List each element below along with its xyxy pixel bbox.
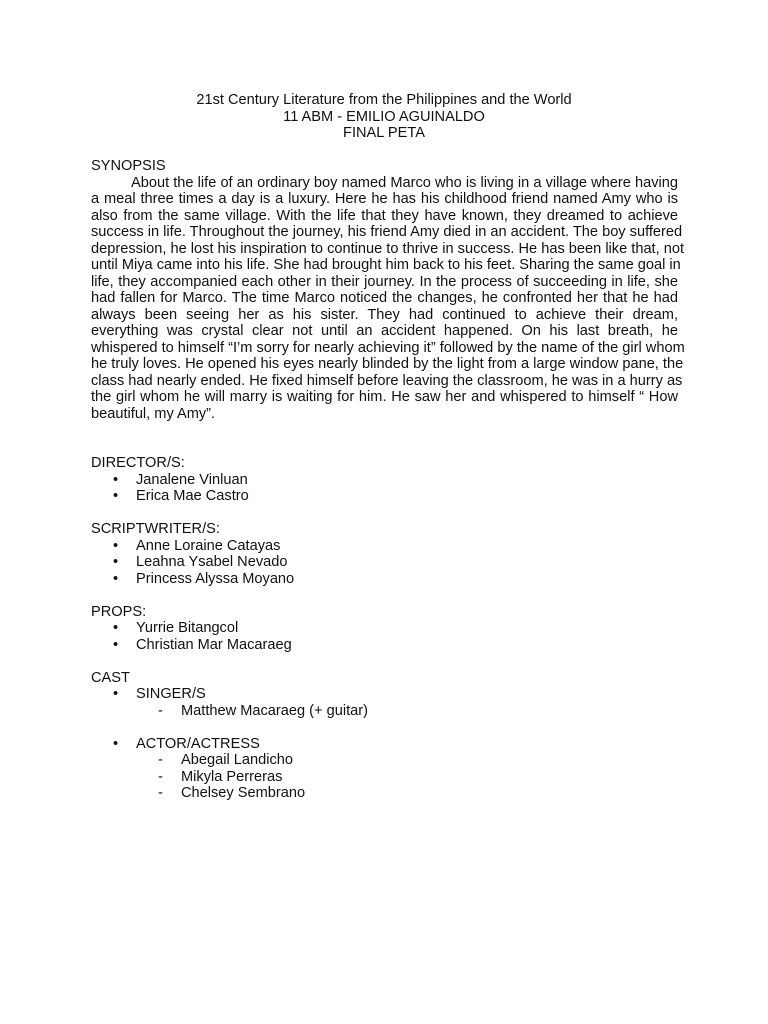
- synopsis-line: About the life of an ordinary boy named Marco who is living in a village where having: [131, 174, 678, 191]
- synopsis-line: life, they accompanied each other in their journey. In the process of succeeding in life, she: [91, 273, 678, 290]
- synopsis-line: success in life. Throughout the journey, his friend Amy died in an accident. The boy suffered: [91, 224, 683, 240]
- list-item: • Leahna Ysabel Nevado: [113, 554, 288, 570]
- bullet-icon: •: [113, 620, 119, 636]
- bullet-icon: •: [113, 636, 119, 653]
- dash-icon: -: [158, 768, 163, 785]
- dash-icon: -: [158, 702, 163, 719]
- dash-icon: -: [158, 752, 163, 768]
- synopsis-line: whispered to himself “I’m sorry for nearly achieving it” followed by the name of the girl whom: [91, 339, 685, 356]
- directors-heading: DIRECTOR/S:: [91, 455, 185, 471]
- section-name: 11 ABM - EMILIO AGUINALDO: [283, 108, 485, 125]
- synopsis-line: he truly loves. He opened his eyes nearly blinded by the light from a large window pane, the: [91, 356, 684, 372]
- dash-icon: -: [158, 785, 163, 801]
- assignment-title: FINAL PETA: [343, 125, 425, 141]
- singers-label: • SINGER/S: [113, 686, 206, 702]
- list-item: - Chelsey Sembrano: [158, 785, 306, 801]
- list-item: • Yurrie Bitangcol: [113, 620, 239, 636]
- synopsis-line: had fallen for Marco. The time Marco noticed the changes, he confronted her that he had: [91, 290, 678, 306]
- bullet-icon: •: [113, 570, 119, 587]
- document-body: [91, 158, 685, 802]
- actors-list: [91, 752, 678, 802]
- synopsis-line: depression, he lost his inspiration to continue to thrive in success. He has been like that, not: [91, 240, 685, 257]
- scriptwriters-list: [91, 538, 678, 588]
- synopsis-heading: SYNOPSIS: [91, 158, 166, 174]
- document-header: [0, 92, 768, 142]
- list-item: • Princess Alyssa Moyano: [113, 570, 295, 587]
- synopsis-line: also from the same village. With the life that they have known, they dreamed to achieve: [91, 207, 678, 224]
- list-item: • Janalene Vinluan: [113, 471, 248, 488]
- synopsis-line: until Miya came into his life. She had brought him back to his feet. Sharing the same goal in: [91, 257, 681, 273]
- list-item: - Abegail Landicho: [158, 752, 293, 768]
- bullet-icon: •: [113, 488, 119, 504]
- directors-list: [91, 472, 678, 505]
- synopsis-line: beautiful, my Amy”.: [91, 405, 216, 422]
- bullet-icon: •: [113, 471, 119, 488]
- list-item: - Matthew Macaraeg (+ guitar): [158, 702, 368, 719]
- bullet-icon: •: [113, 554, 119, 570]
- synopsis-paragraph: [91, 174, 685, 423]
- props-heading: PROPS:: [91, 603, 147, 620]
- singers-list: [91, 703, 678, 720]
- actors-label: • ACTOR/ACTRESS: [113, 735, 260, 752]
- bullet-icon: •: [113, 735, 119, 752]
- list-item: • Anne Loraine Catayas: [113, 537, 281, 554]
- list-item: - Mikyla Perreras: [158, 768, 283, 785]
- synopsis-line: the girl whom he will marry is waiting for him. He saw her and whispered to himself “ How: [91, 389, 678, 405]
- synopsis-line: class had nearly ended. He fixed himself before leaving the classroom, he was in a hurry as: [91, 372, 683, 389]
- scriptwriters-heading: SCRIPTWRITER/S:: [91, 521, 220, 537]
- synopsis-line: always been seeing her as his sister. They had continued to achieve their dream,: [91, 306, 678, 323]
- list-item: • Erica Mae Castro: [113, 488, 249, 504]
- cast-heading: CAST: [91, 669, 130, 686]
- course-title: 21st Century Literature from the Philippines and the World: [196, 92, 572, 108]
- list-item: • Christian Mar Macaraeg: [113, 636, 292, 653]
- synopsis-line: everything was crystal clear not until an accident happened. On his last breath, he: [91, 323, 678, 339]
- synopsis-line: a meal three times a day is a luxury. Here he has his childhood friend named Amy who is: [91, 191, 678, 207]
- bullet-icon: •: [113, 686, 119, 702]
- bullet-icon: •: [113, 537, 119, 554]
- props-list: [91, 620, 678, 653]
